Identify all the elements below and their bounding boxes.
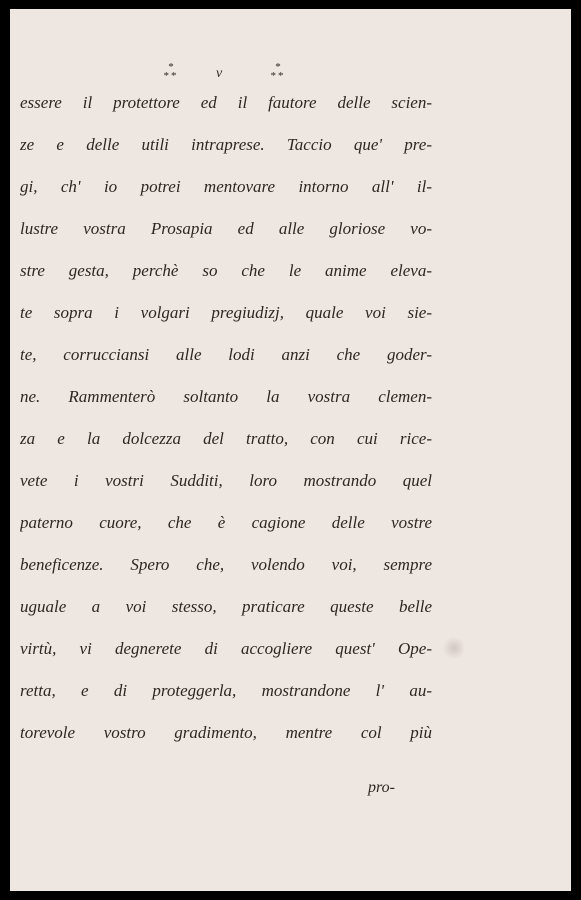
text-line: ze e delle utili intraprese. Taccio que' pre- xyxy=(20,135,432,154)
catchword: pro- xyxy=(368,779,395,796)
text-line: stre gesta, perchè so che le anime eleva- xyxy=(20,261,432,280)
book-page xyxy=(10,9,571,891)
text-line: te sopra i volgari pregiudizj, quale voi sie- xyxy=(20,303,432,322)
text-line: lustre vostra Prosapia ed alle gloriose vo- xyxy=(20,219,432,238)
text-line: ne. Rammenterò soltanto la vostra clemen- xyxy=(20,387,432,406)
text-line: gi, ch' io potrei mentovare intorno all' il- xyxy=(20,177,432,196)
asterism-ornament-right: * ** xyxy=(270,61,286,82)
text-line: paterno cuore, che è cagione delle vostre xyxy=(20,513,432,532)
text-line: torevole vostro gradimento, mentre col più xyxy=(20,723,432,742)
page-number: v xyxy=(216,66,223,81)
asterism-ornament-left: * ** xyxy=(163,61,179,82)
text-line: virtù, vi degnerete di accogliere quest' Ope- xyxy=(20,639,432,658)
text-line: uguale a voi stesso, praticare queste belle xyxy=(20,597,432,616)
text-line: retta, e di proteggerla, mostrandone l' au- xyxy=(20,681,432,700)
page-header xyxy=(10,63,571,91)
paper-smudge xyxy=(442,637,466,659)
text-line: vete i vostri Sudditi, loro mostrando quel xyxy=(20,471,432,490)
text-line: beneficenze. Spero che, volendo voi, sempre xyxy=(20,555,432,574)
text-line: essere il protettore ed il fautore delle scien- xyxy=(20,93,432,112)
text-line: za e la dolcezza del tratto, con cui rice- xyxy=(20,429,432,448)
text-line: te, corrucciansi alle lodi anzi che goder- xyxy=(20,345,432,364)
